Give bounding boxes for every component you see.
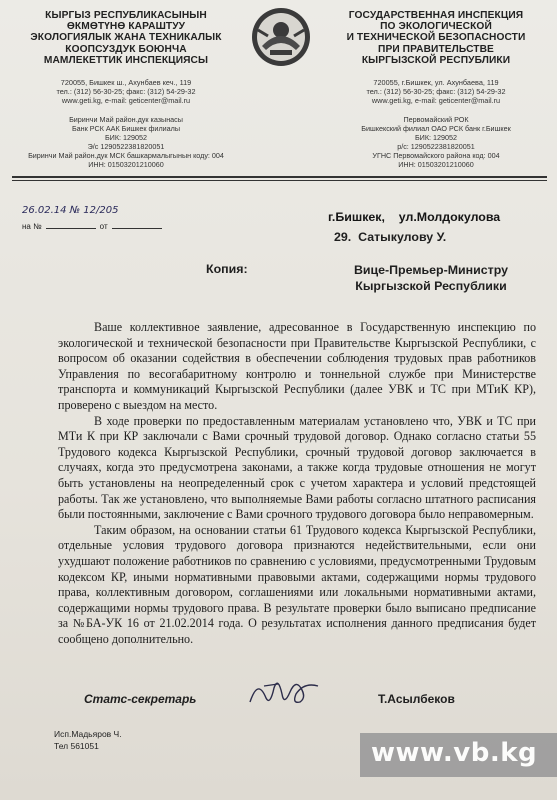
- body-paragraph: Таким образом, на основании статьи 61 Трудового кодекса Кыргызской Республики, отдельные условия трудового договора признаются недействительными, если они ухудшают положение работников по сравнению с условиями, предусмотренными Трудовым кодексом КР, иными нормативными правовыми актами, содержащими нормы трудового права, коллективным договором, соглашениями или локальными нормативными актами, содержащими нормы трудового права. В результате проверки было выписано предписание за №БА-УК 16 от 21.02.2014 года. О результатах исполнения данного предписания будет сообщено дополнительно.: [58, 522, 536, 646]
- header-right-russian: [322, 10, 550, 169]
- bank-details-russian: Первомайский РОК Бишкекский филиал ОАО РСК банк г.Бишкек БИК: 129052 р/с: 1290522381820051 УГНС Первомайского района код: 004 ИНН: 01503201210060: [361, 115, 511, 170]
- addressee-address: г.Бишкек, ул.Молдокулова: [328, 210, 501, 224]
- reference-line: на № от: [22, 222, 166, 231]
- copy-recipient: Вице-Премьер-Министру Кыргызской Республики: [353, 263, 509, 293]
- state-emblem-icon: [250, 6, 312, 68]
- executor-info: Исп.Мадьяров Ч. Тел 561051: [54, 729, 122, 751]
- bank-details-kyrgyz: Биринчи Май район.дук казынасы Банк РСК ААК Бишкек филиалы БИК: 129052 Э/с 1290522381820051 Биринчи Май район.дук МСК башкармалыгынын коду: 004 ИНН: 01503201210060: [28, 115, 224, 170]
- org-name-kyrgyz: КЫРГЫЗ РЕСПУБЛИКАСЫНЫН ӨКМӨТҮНӨ КАРАШТУУ ЭКОЛОГИЯЛЫК ЖАНА ТЕХНИКАЛЫК КООПСУЗДУК БОЮНЧА МАМЛЕКЕТТИК ИНСПЕКЦИЯСЫ: [30, 10, 222, 66]
- signatory-name: Т.Асылбеков: [378, 692, 455, 706]
- addressee-recipient: 29. Сатыкулову У.: [334, 230, 447, 244]
- signatory-title: Статс-секретарь: [84, 692, 197, 706]
- body-paragraph: В ходе проверки по предоставленным материалам установлено что, УВК и ТС при МТи К при КР заключали с Вами срочный трудовой договор. Однако согласно статьи 55 Трудового кодекса Кыргызской Республики, срочный трудовой договор заключается в случаях, когда это предусмотрена законами, а также когда трудовые отношения не могут быть установлены на неопределенный срок с учетом характера и условий предстоящей работы. Так же установлено, что выполняемые Вами работы согласно штатного расписания были постоянными, заключение с Вами срочного трудового договора было неправомерным.: [58, 413, 536, 522]
- address-kyrgyz: 720055, Бишкек ш., Ахунбаев кеч., 119 тел.: (312) 56-30-25; факс: (312) 54-29-32 www.geti.kg, e-mail: geticenter@mail.ru: [56, 78, 196, 106]
- address-russian: 720055, г.Бишкек, ул. Ахунбаева, 119 тел.: (312) 56-30-25; факс: (312) 54-29-32 www.geti.kg, e-mail: geticenter@mail.ru: [366, 78, 506, 106]
- header-divider: [12, 176, 547, 178]
- letter-body: [58, 320, 536, 647]
- header-divider-thin: [12, 180, 547, 181]
- handwritten-signature: [244, 672, 324, 714]
- org-name-russian: ГОСУДАРСТВЕННАЯ ИНСПЕКЦИЯ ПО ЭКОЛОГИЧЕСКОЙ И ТЕХНИЧЕСКОЙ БЕЗОПАСНОСТИ ПРИ ПРАВИТЕЛЬСТВЕ КЫРГЫЗСКОЙ РЕСПУБЛИКИ: [346, 10, 526, 66]
- body-paragraph: Ваше коллективное заявление, адресованное в Государственную инспекцию по экологической и технической безопасности при Правительстве Кыргызской Республики, с вопросом об оказании содействия в обеспечении соблюдения трудовых прав работников Управления по весогабаритному контролю и тоннельной службе при Министерстве транспорта и коммуникаций Кыргызской Республики (далее УВК и ТС при МТиК КР), проверено с выездом на место.: [58, 320, 536, 412]
- site-watermark: www.vb.kg: [360, 733, 557, 777]
- copy-label: Копия:: [206, 262, 248, 276]
- handwritten-reference: 26.02.14 № 12/205: [22, 205, 119, 216]
- header-left-kyrgyz: [12, 10, 240, 169]
